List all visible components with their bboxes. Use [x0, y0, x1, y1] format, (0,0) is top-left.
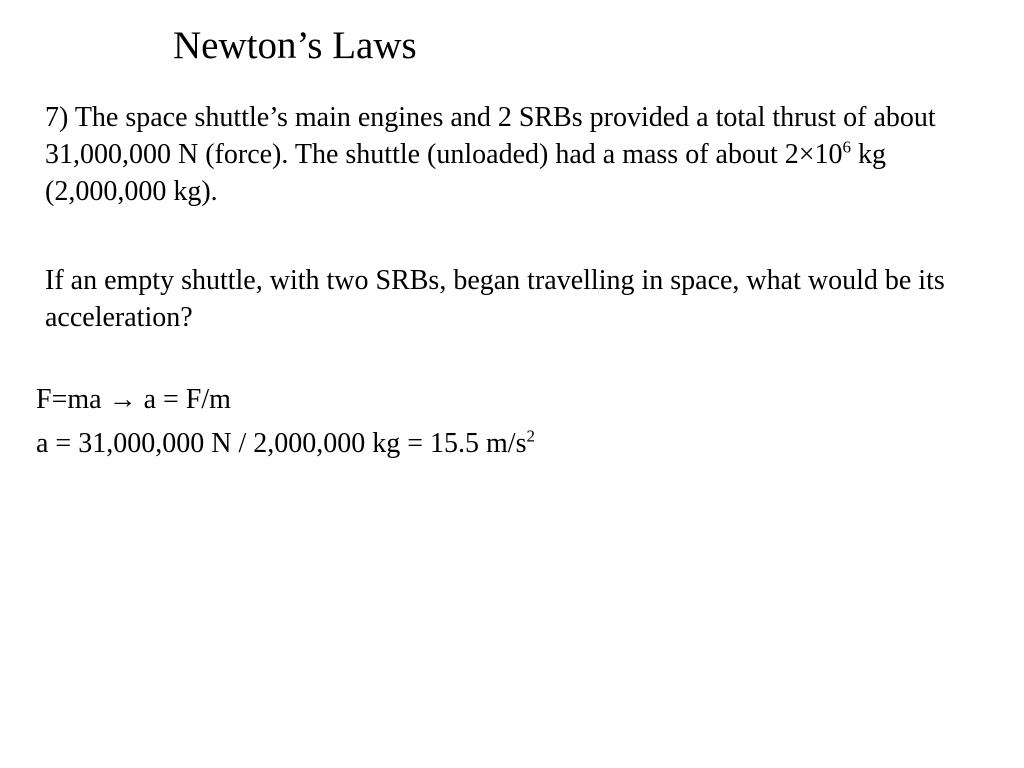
formula-line: F=ma → a = F/m — [36, 384, 231, 415]
problem-statement — [45, 99, 985, 210]
slide-title: Newton’s Laws — [173, 24, 417, 67]
problem-exponent: 6 — [842, 137, 852, 157]
question-text: If an empty shuttle, with two SRBs, began travelling in space, what would be its acceleration? — [45, 265, 945, 333]
calculation-line — [36, 425, 535, 462]
problem-text-part-1: 7) The space shuttle’s main engines and 2 SRBs provided a total thrust of about 31,000,000 N (force). The shuttle (unloaded) had a mass of about 2×10 — [45, 102, 936, 170]
calculation-text: a = 31,000,000 N / 2,000,000 kg = 15.5 m/s — [36, 428, 527, 459]
calculation-exponent: 2 — [526, 426, 535, 446]
problem-text-part-2: kg (2,000,000 kg). — [45, 139, 887, 207]
